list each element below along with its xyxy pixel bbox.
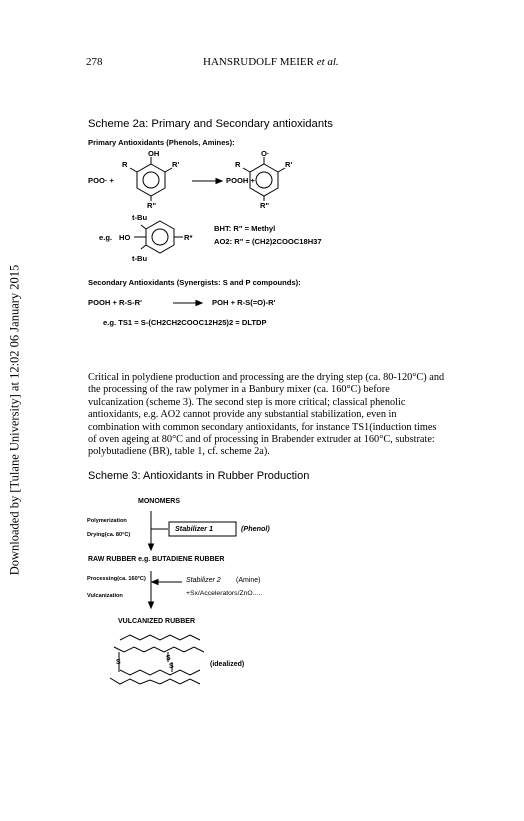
scheme-2a-title: Scheme 2a: Primary and Secondary antioxidants: [88, 118, 333, 130]
body-line: antioxidants, e.g. AO2 cannot provide any substantial stabilization, even in: [88, 409, 397, 421]
amine-label: (Amine): [236, 577, 261, 584]
sulfur-label-mid-2: S: [169, 663, 174, 670]
secondary-eq-left: POOH + R-S-R': [88, 298, 142, 307]
label-tbu-bottom: t-Bu: [132, 254, 148, 263]
rubber-chain-bottom: [110, 678, 200, 684]
ao2-definition: AO2: R" = (CH2)2COOC18H37: [214, 237, 322, 246]
ts1-definition: e.g. TS1 = S-(CH2CH2COOC12H25)2 = DLTDP: [103, 318, 267, 327]
rubber-chain-top: [120, 635, 200, 640]
rubber-chain-lower: [120, 670, 200, 675]
sulfur-label-mid-1: S: [166, 655, 171, 662]
vulcanization-label: Vulcanization: [87, 593, 123, 599]
body-line: the processing of the raw polymer in a Banbury mixer (ca. 160°C) before: [88, 384, 390, 396]
body-line: Critical in polydiene production and processing are the drying step (ca. 80-120°C) and: [88, 372, 445, 383]
label-r-star: R*: [184, 233, 193, 242]
label-r-dblprime-left: R": [147, 201, 157, 210]
label-r-right: R: [235, 160, 241, 169]
scheme-3-title: Scheme 3: Antioxidants in Rubber Production: [88, 470, 310, 482]
label-r-prime-right: R': [285, 160, 293, 169]
drying-label: Drying(ca. 80°C): [87, 532, 131, 538]
body-line: combination with common secondary antioxidants, for instance TS1(induction times: [88, 421, 437, 433]
stabilizer2-label: Stabilizer 2: [186, 577, 221, 584]
label-tbu-top: t-Bu: [132, 213, 148, 222]
processing-label: Processing(ca. 160°C): [87, 576, 146, 582]
label-ho: HO: [119, 233, 131, 242]
raw-rubber-label: RAW RUBBER e.g. BUTADIENE RUBBER: [88, 556, 225, 563]
stabilizer1-label: Stabilizer 1: [175, 524, 213, 533]
vulcanized-rubber-label: VULCANIZED RUBBER: [118, 618, 195, 625]
body-line: vulcanization (scheme 3). The second step is more critical; classical phenolic: [88, 396, 406, 408]
label-o-radical: O·: [261, 149, 270, 158]
sulfur-label-left: S: [116, 659, 121, 666]
reactant-poo: POO· +: [88, 176, 114, 185]
phenol-label: (Phenol): [241, 524, 270, 533]
secondary-antioxidants-heading: Secondary Antioxidants (Synergists: S and P compounds):: [88, 278, 301, 287]
primary-antioxidants-heading: Primary Antioxidants (Phenols, Amines):: [88, 138, 235, 147]
download-note-text: Downloaded by [Tulane University] at 12:02 06 January 2015: [7, 264, 22, 576]
label-r-prime-left: R': [172, 160, 180, 169]
idealized-label: (idealized): [210, 661, 245, 668]
secondary-eq-right: POH + R-S(=O)-R': [212, 298, 276, 307]
polymerization-label: Polymerization: [87, 518, 127, 524]
page-number: 278: [86, 56, 103, 68]
label-eg: e.g.: [99, 233, 113, 242]
additives-label: +Sx/Accelerators/ZnO.....: [186, 590, 263, 597]
label-oh: OH: [148, 149, 160, 158]
running-title-suffix: et al.: [316, 56, 339, 68]
label-r-dblprime-right: R": [260, 201, 270, 210]
bht-definition: BHT: R" = Methyl: [214, 224, 276, 233]
running-title-authors: HANSRUDOLF MEIER: [203, 56, 314, 68]
product-pooh: POOH +: [226, 176, 255, 185]
label-r-left: R: [122, 160, 128, 169]
body-line: of oven ageing at 80°C and of processing in Brabender extruder at 160°C, substrate:: [88, 434, 435, 446]
rubber-chain-upper: [114, 647, 204, 652]
monomers-label: MONOMERS: [138, 498, 180, 505]
body-line: polybutadiene (BR), table 1, cf. scheme 2a).: [88, 446, 270, 458]
